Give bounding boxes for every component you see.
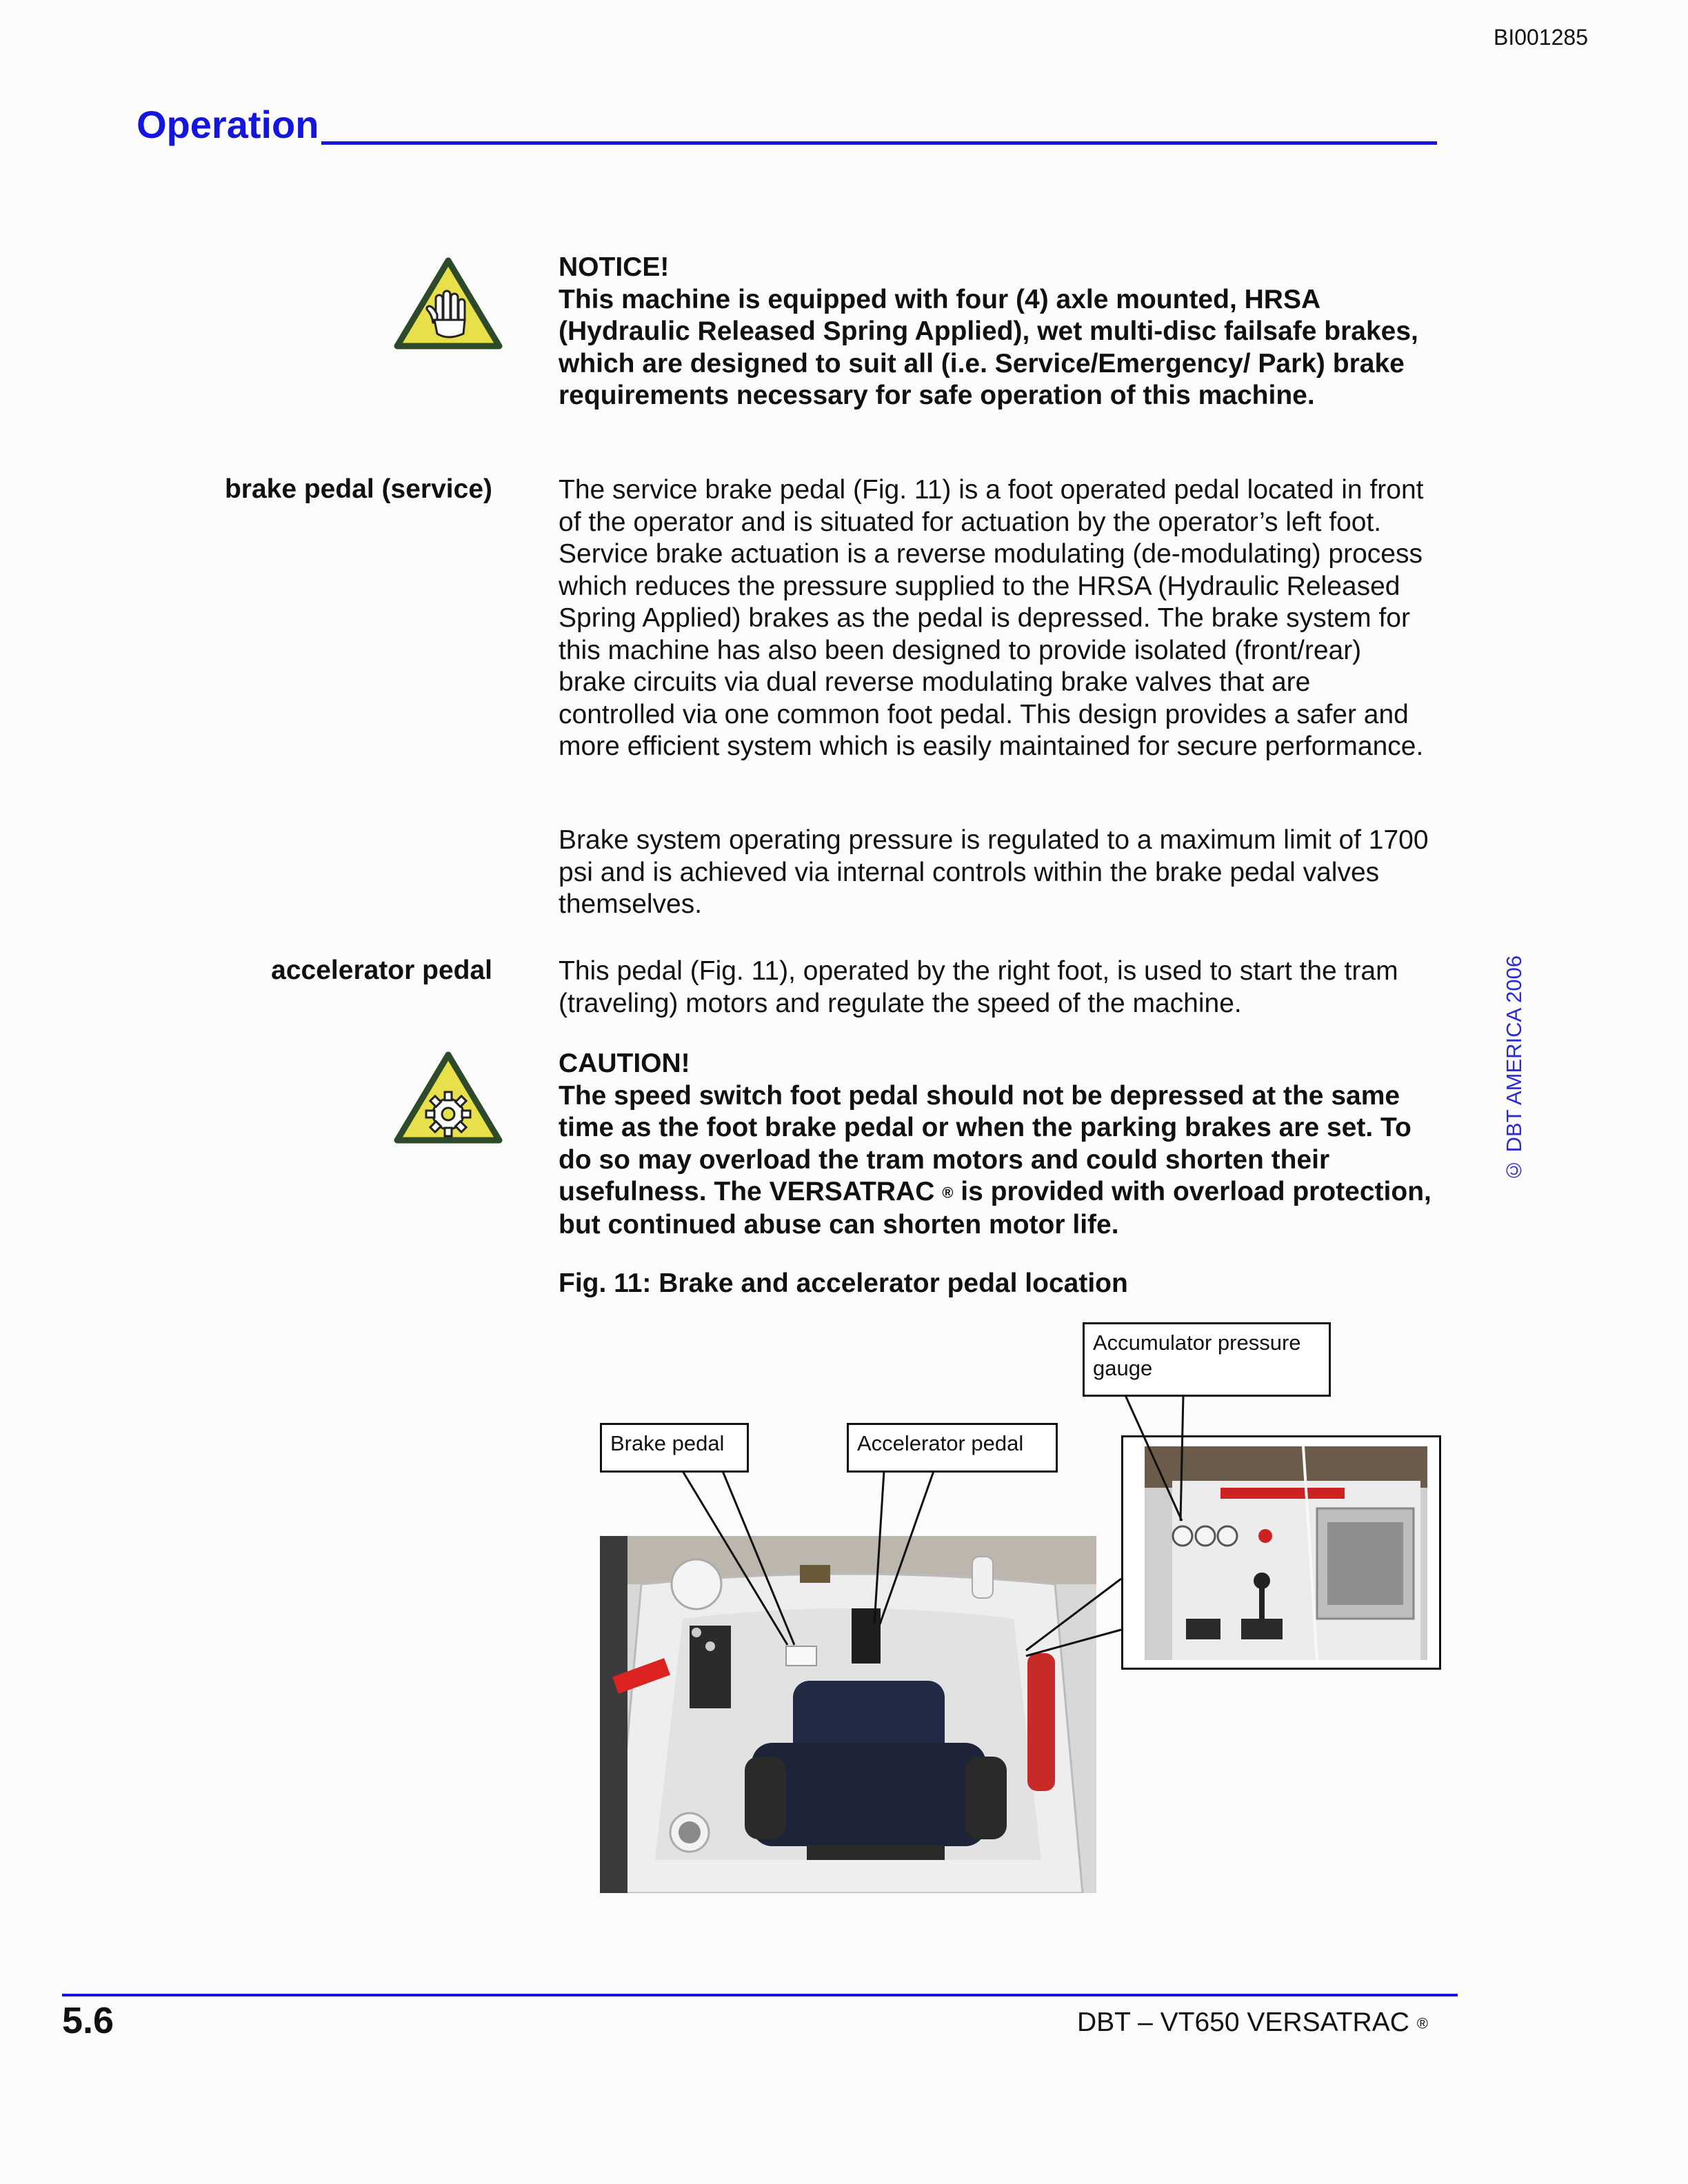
- notice-block: [559, 252, 1434, 412]
- callout-accelerator-pedal: Accelerator pedal: [847, 1423, 1058, 1473]
- figure-caption: Fig. 11: Brake and accelerator pedal location: [559, 1268, 1128, 1298]
- callout-accumulator-gauge: Accumulator pressure gauge: [1083, 1322, 1331, 1397]
- footer-title: [1077, 2008, 1428, 2038]
- gear-warning-icon: [393, 1051, 503, 1147]
- brake-pedal-heading: brake pedal (service): [224, 474, 492, 504]
- notice-heading: NOTICE!: [559, 252, 670, 282]
- footer-title-text: DBT – VT650 VERSATRAC: [1077, 2008, 1409, 2037]
- registered-mark: ®: [942, 1184, 954, 1202]
- notice-text: This machine is equipped with four (4) axle mounted, HRSA (Hydraulic Released Spring Applied), wet multi-disc failsafe brakes, which are designed to suit all (i.e. Service/Emergency/ Park) brake requirements necessary for safe operation of this machine.: [559, 284, 1418, 410]
- copyright-side-notice: © DBT AMERICA 2006: [1502, 955, 1526, 1182]
- caution-heading: CAUTION!: [559, 1049, 690, 1078]
- page-number: 5.6: [62, 2000, 114, 2041]
- caution-text-start: The speed switch foot pedal should not be depressed at the same time as the foot brake pedal or when the parking brakes are set. To do so may overload the tram motors and could shorten their usefulness. The VERSATRAC: [559, 1080, 1411, 1206]
- caution-text: [559, 1080, 1434, 1242]
- accelerator-pedal-heading: accelerator pedal: [271, 956, 492, 985]
- accelerator-pedal-text: This pedal (Fig. 11), operated by the right foot, is used to start the tram (traveling) motors and regulate the speed of the machine.: [559, 956, 1398, 1018]
- hand-warning-icon: [393, 256, 503, 353]
- footer-registered-mark: ®: [1416, 2014, 1428, 2032]
- document-id: BI001285: [1494, 25, 1589, 50]
- callout-brake-pedal: Brake pedal: [600, 1423, 749, 1473]
- footer-rule: [62, 1994, 1458, 1996]
- brake-pedal-paragraph-2: Brake system operating pressure is regulated to a maximum limit of 1700 psi and is achieved via internal controls within the brake pedal valves themselves.: [559, 825, 1429, 919]
- cab-photo: [600, 1536, 1096, 1893]
- caution-block: [559, 1048, 1434, 1241]
- caution-text-end: is provided with overload protection, but continued abuse can shorten motor life.: [559, 1177, 1431, 1240]
- title-underline: [321, 141, 1437, 145]
- gauge-inset-photo: [1145, 1446, 1427, 1660]
- section-title: Operation: [137, 103, 319, 146]
- brake-pedal-paragraph-1: The service brake pedal (Fig. 11) is a foot operated pedal located in front of the operator and is situated for actuation by the operator’s left foot. Service brake actuation is a reverse modulating (de-modulating) process which reduces the pressure supplied to the HRSA (Hydraulic Released Spring Applied) brakes as the pedal is depressed. The brake system for this machine has also been designed to provide isolated (front/rear) brake circuits via dual reverse modulating brake valves that are controlled via one common foot pedal. This design provides a safer and more efficient system which is easily maintained for secure performance.: [559, 475, 1424, 761]
